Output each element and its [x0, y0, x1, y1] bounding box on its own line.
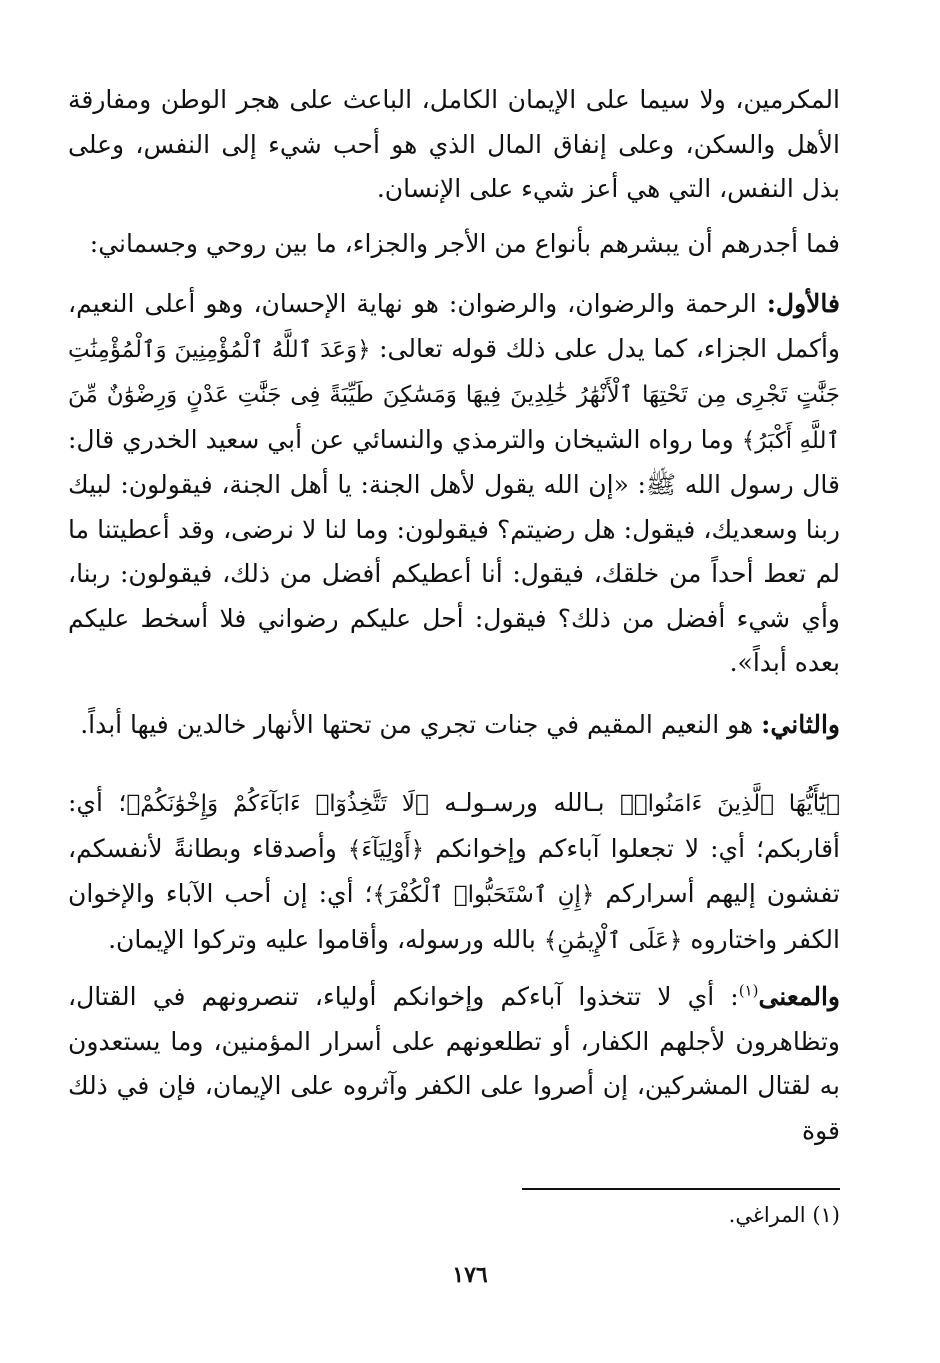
- page-number: ١٧٦: [452, 1262, 488, 1288]
- quran-phrase-5: ﴿عَلَى ٱلْإِيمَٰنِ﴾: [543, 927, 683, 954]
- quran-verse: ﴿وَعَدَ ٱللَّهُ ٱلْمُؤْمِنِينَ وَٱلْمُؤْمِنَٰتِ جَنَّٰتٍ تَجْرِى مِن تَحْتِهَا ٱلْأَنْهَٰرُ خَٰلِدِينَ فِيهَا وَمَسَٰكِنَ طَيِّبَةً فِى جَنَّٰتِ عَدْنٍ وَرِضْوَٰنٌ مِّنَ ٱللَّهِ أَكْبَرُ﴾: [68, 336, 840, 454]
- footnote-divider: [522, 1188, 840, 1190]
- paragraph-5-text-3: وأصدقاء وبطانةً لأنفسكم، تفشون إليهم أسراركم: [68, 833, 840, 908]
- paragraph-5-text-5: بالله ورسوله، وأقاموا عليه وتركوا الإيمان.: [108, 924, 544, 954]
- footnote-marker: (١): [812, 1203, 840, 1227]
- paragraph-6-lead: والمعنى: [758, 982, 840, 1011]
- paragraph-4: [68, 703, 840, 748]
- paragraph-1-text: المكرمين، ولا سيما على الإيمان الكامل، الباعث على هجر الوطن ومفارقة الأهل والسكن، وعلى إنفاق المال الذي هو أحب شيء إلى النفس، وعلى بذل النفس، التي هي أعز شيء على الإنسان.: [68, 85, 840, 203]
- quran-phrase-4: ﴿إِنِ ٱسْتَحَبُّوا۟ ٱلْكُفْرَ﴾: [372, 882, 595, 908]
- footnote: [729, 1200, 840, 1230]
- paragraph-1: [68, 78, 840, 212]
- paragraph-3: [68, 282, 840, 686]
- paragraph-5: [68, 781, 840, 963]
- paragraph-2-text: فما أجدرهم أن يبشرهم بأنواع من الأجر والجزاء، ما بين روحي وجسماني:: [89, 228, 840, 258]
- paragraph-4-lead: والثاني:: [761, 709, 840, 739]
- paragraph-3-text-a: الرحمة والرضوان، والرضوان: هو نهاية الإحسان، وهو أعلى النعيم، وأكمل الجزاء، كما يدل على ذلك قوله تعالى:: [68, 289, 840, 363]
- paragraph-5-text-2: ؛ أي: أقاربكم؛ أي: لا تجعلوا آباءكم وإخوانكم: [68, 788, 840, 863]
- footnote-reference: (١): [738, 981, 759, 1000]
- paragraph-3-text-b: وما رواه الشيخان والترمذي والنسائي عن أبي سعيد الخدري قال: قال رسول الله ﷺ: «إن الله يقول لأهل الجنة: يا أهل الجنة، فيقولون: لبيك ربنا وسعديك، فيقول: هل رضيتم؟ فيقولون: وما لنا لا نرضى، وقد أعطيتنا ما لم تعط أحداً من خلقك، فيقول: أنا أعطيكم أفضل من ذلك، فيقولون: ربنا، وأي شيء أفضل من ذلك؟ فيقول: أحل عليكم رضواني فلا أسخط عليكم بعده أبداً».: [68, 424, 840, 677]
- paragraph-6-text: : أي لا تتخذوا آباءكم وإخوانكم أولياء، تنصرونهم في القتال، وتظاهرون لأجلهم الكفار، أو تطلعونهم على أسرار المؤمنين، وما يستعدون به لقتال المشركين، إن أصروا على الكفر وآثروه على الإيمان، فإن في ذلك قوة: [68, 982, 840, 1145]
- quran-phrase-2: ﴿لَا تَتَّخِذُوٓا۟ ءَابَآءَكُمْ وَإِخْوَٰنَكُمْ﴾: [126, 791, 429, 817]
- quran-phrase-3: ﴿أَوْلِيَآءَ﴾: [347, 836, 425, 863]
- quran-phrase-1: ﴿يَٰٓأَيُّهَا ٱلَّذِينَ ءَامَنُوا۟﴾: [620, 791, 840, 817]
- paragraph-4-text: هو النعيم المقيم في جنات تجري من تحتها الأنهار خالدين فيها أبداً.: [80, 709, 762, 739]
- paragraph-6: [68, 975, 840, 1153]
- page-body: [68, 78, 840, 1288]
- paragraph-3-lead: فالأول:: [766, 289, 840, 318]
- paragraph-5-text-4: ؛ أي: إن أحب الآباء والإخوان الكفر واختاروه: [68, 879, 840, 954]
- footnote-text: المراغي.: [728, 1203, 813, 1227]
- paragraph-5-text-1: بـالله ورسـولـه: [428, 788, 620, 817]
- paragraph-2: [68, 222, 840, 267]
